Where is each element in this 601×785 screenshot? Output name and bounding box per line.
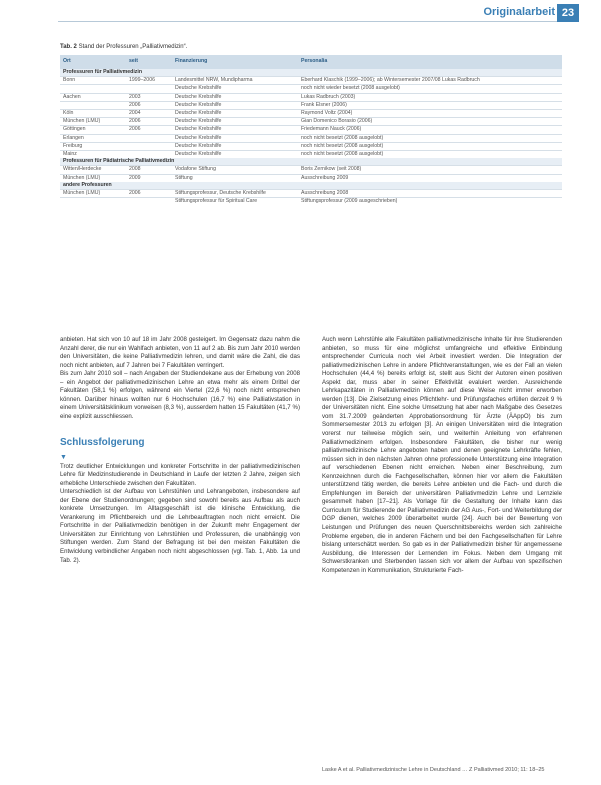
table-cell: Raymond Voltz (2004) — [298, 110, 562, 118]
table-row — [60, 174, 562, 182]
right-column — [322, 336, 562, 575]
table-cell: Boris Zernikow (seit 2008) — [298, 166, 562, 174]
table-row — [60, 151, 562, 159]
table-cell: München (LMU) — [60, 190, 126, 198]
table-cell: Deutsche Krebshilfe — [172, 85, 298, 93]
table-row — [60, 142, 562, 150]
table-cell: Stiftungsprofessur, Deutsche Krebshilfe — [172, 190, 298, 198]
header-rule — [58, 21, 561, 22]
table-cell: München (LMU) — [60, 174, 126, 182]
table-row — [60, 101, 562, 109]
table-cell: Gian Domenico Borasio (2006) — [298, 118, 562, 126]
table-cell — [60, 85, 126, 93]
page-header — [0, 0, 601, 26]
table-group-title: Professuren für Pädiatrische Palliativmedizin — [60, 158, 562, 166]
table-group-row — [60, 182, 562, 190]
table-cell: Ausschreibung 2009 — [298, 174, 562, 182]
table-cell: 2004 — [126, 110, 172, 118]
table-cell: 2006 — [126, 101, 172, 109]
table-row — [60, 166, 562, 174]
table-row — [60, 126, 562, 134]
table-cell: Deutsche Krebshilfe — [172, 101, 298, 109]
table-cell: Stiftungsprofessur (2009 ausgeschrieben) — [298, 198, 562, 206]
table-cell: Deutsche Krebshilfe — [172, 118, 298, 126]
table-cell: Deutsche Krebshilfe — [172, 93, 298, 101]
table-cell: 2006 — [126, 190, 172, 198]
paragraph: Auch wenn Lehrstühle alle Fakultäten palliativmedizinische Inhalte für ihre Studierenden anbieten, so muss für eine möglichst umfangreiche und effektive Einbindung entsprechender Curricula noch viel Arbeit investiert werden. Die Integration der palliativmedizinischen Lehre in andere Pflichtveranstaltungen, wie es der Fall an vielen Hochschulen (44,4 %) bereits erfolgt ist, stellt aus Sicht der Autoren einen positiven Aspekt dar, muss aber in seiner Effektivität evaluiert werden. Ausreichende Lehrkapazitäten in Palliativmedizin können auf diese Weise nicht immer erworben werden [13]. Die Zielsetzung eines Pflichtlehr- und Prüfungsfaches erfüllen derzeit 9 % der Universitäten nicht. Eine solche Umsetzung hat aber nach Maßgabe des Gesetzes vom 31.7.2009 geänderten Approbationsordnung für Ärzte (ÄAppO) bis zum Sommersemester 2013 zu erfolgen [3]. An einigen Universitäten wird die Integration vorerst nur teilweise möglich sein, und weiterhin Anleitung von erfahrenen Palliativmedizinern erfolgen. Insbesondere Fakultäten, die bisher nur wenig palliativmedizinische Lehre angeboten haben und denen geeignete Lehrkräfte fehlen, müssen sich in den nächsten Jahren ohne professionelle Unterstützung eine Integration auf verschiedenen Ebenen nicht erreichen. Neben einer Beschreibung, zum Kennzeichnen durch die Fachgesellschaften, können hier vor allem die Fakultäten unterstützend tätig werden, die bereits Lehre anbieten und die Fach- und durch die Empfehlungen im Bereich der universitären Palliativmedizin Lehre und Lernziele gesammelt haben [17–21]. Als Vorlage für die Gestaltung der Inhalte kann das Curriculum für Studierende der Palliativmedizin der AG Aus-, Fort- und Weiterbildung der DGP dienen, welches 2009 überarbeitet wurde [24]. Auch bei der Bewertung von Leistungen und Prüfungen des neuen Querschnittsbereichs werden sich zahlreiche Probleme ergeben, die in anderen Fächern und bei den Fachgesellschaften für Lehre bislang unterschätzt werden. So gab es in der Palliativmedizin bisher für angemessene Ausbildung, die Interessen der Lernenden im Fokus. Neben dem Umgang mit Schwerstkranken und Sterbenden lassen sich vor allem der Aufbau von spezifischen Kompetenzen in Kommunikation, Strukturierte Fach- — [322, 336, 562, 574]
table-cell: Freiburg — [60, 142, 126, 150]
page-footer: Laske A et al. Palliativmedizinische Lehre in Deutschland … Z Palliativmed 2010; 11: 18–25 — [322, 767, 545, 773]
table-cell: Erlangen — [60, 134, 126, 142]
paragraph: anbieten. Hat sich von 10 auf 18 im Jahr 2008 gesteigert. Im Gegensatz dazu nahm die Anzahl derer, die nur ein Wahlfach anbieten, von 11 auf 2 ab. Bis zum Jahr 2010 werden den Universitäten, die keine Palliativmedizin lehren, und damit wäre die Zahl, die das noch nicht anbieten, auf 7 Jahren bei 7 Fakultäten verringert. — [60, 336, 300, 369]
table-column-header: Personalia — [298, 55, 562, 69]
section-heading: Schlussfolgerung — [60, 437, 145, 449]
table-column-header: Finanzierung — [172, 55, 298, 69]
arrow-down-icon: ▼ — [60, 454, 67, 462]
table-cell: Bonn — [60, 77, 126, 85]
table-cell: Stiftung — [172, 174, 298, 182]
table-cell: 2006 — [126, 126, 172, 134]
table-row — [60, 118, 562, 126]
table-cell: Deutsche Krebshilfe — [172, 151, 298, 159]
table-row — [60, 190, 562, 198]
table-cell — [126, 198, 172, 206]
table-cell: noch nicht besetzt (2008 ausgelobt) — [298, 142, 562, 150]
table-cell: Lukas Radbruch (2003) — [298, 93, 562, 101]
table-cell: 1999–2006 — [126, 77, 172, 85]
table-body — [60, 69, 562, 205]
table-cell — [60, 101, 126, 109]
table-cell — [126, 151, 172, 159]
table-cell: Köln — [60, 110, 126, 118]
table-cell: Frank Elsner (2006) — [298, 101, 562, 109]
table-row — [60, 134, 562, 142]
table-cell — [126, 85, 172, 93]
table-column-header: seit — [126, 55, 172, 69]
table-cell: noch nicht besetzt (2008 ausgelobt) — [298, 134, 562, 142]
table-row — [60, 85, 562, 93]
table-cell: Eberhard Klaschik (1999–2006); ab Wintersemester 2007/08 Lukas Radbruch — [298, 77, 562, 85]
professorships-table — [60, 55, 562, 205]
section-label: Originalarbeit — [483, 6, 555, 18]
table-cell — [126, 142, 172, 150]
table-cell: Mainz — [60, 151, 126, 159]
page-number-badge: 23 — [557, 4, 579, 22]
table-group-title: andere Professuren — [60, 182, 562, 190]
table-row — [60, 110, 562, 118]
table-column-header: Ort — [60, 55, 126, 69]
table-cell: Witten/Herdecke — [60, 166, 126, 174]
table-cell: Ausschreibung 2008 — [298, 190, 562, 198]
table-group-row — [60, 158, 562, 166]
table-cell: 2008 — [126, 166, 172, 174]
table-cell: noch nicht wieder besetzt (2008 ausgelobt) — [298, 85, 562, 93]
table-cell: Deutsche Krebshilfe — [172, 110, 298, 118]
table-cell: Göttingen — [60, 126, 126, 134]
table-cell — [60, 198, 126, 206]
paragraph: Unterschiedlich ist der Aufbau von Lehrstühlen und Lehrangeboten, insbesondere auf der Ebene der Studienordnungen; gegeben sind sowohl bereits aus Aufbau als auch konkrete Umsetzungen. Im Alltagsgeschäft ist die klinische Entwicklung, die Verankerung im Pflichtbereich und die Lehrbeauftragten noch nicht erreicht. Die Fortschritte in der Palliativmedizin benötigen in der Zukunft mehr Engagement der Universitäten zur Einrichtung von Lehrstühlen und Professuren, die unabhängig von Stiftungen werden. Zum Stand der Befragung ist bei den meisten Fakultäten die Entwicklung verbindlicher Angaben noch nicht abgeschlossen (vgl. Tab. 1, Abb. 1a und Tab. 2). — [60, 488, 300, 564]
table-caption-text: Stand der Professuren „Palliativmedizin“. — [78, 44, 188, 50]
table-cell: Deutsche Krebshilfe — [172, 134, 298, 142]
table-row — [60, 77, 562, 85]
paragraph: Trotz deutlicher Entwicklungen und konkreter Fortschritte in der palliativmedizinischen Lehre für Medizinstudierende in Deutschland in Laufe der letzten 2 Jahre, zeigen sich erhebliche Unterschiede zwischen den Fakultäten. — [60, 462, 300, 487]
table-caption — [60, 44, 187, 50]
table-cell: 2003 — [126, 93, 172, 101]
table-cell: Deutsche Krebshilfe — [172, 142, 298, 150]
table-cell: Stiftungsprofessur für Spiritual Care — [172, 198, 298, 206]
table-cell: Aachen — [60, 93, 126, 101]
table-cell: München (LMU) — [60, 118, 126, 126]
left-column — [60, 336, 300, 565]
table-row — [60, 93, 562, 101]
table-cell: 2006 — [126, 118, 172, 126]
table-group-title: Professuren für Palliativmedizin — [60, 69, 562, 77]
table-cell: noch nicht besetzt (2008 ausgelobt) — [298, 151, 562, 159]
table-cell: Vodafone Stiftung — [172, 166, 298, 174]
table-cell: Friedemann Nauck (2006) — [298, 126, 562, 134]
table-cell: Deutsche Krebshilfe — [172, 126, 298, 134]
table-cell — [126, 134, 172, 142]
table-cell: Landesmittel NRW, Mundipharma — [172, 77, 298, 85]
table-cell: 2009 — [126, 174, 172, 182]
table-group-row — [60, 69, 562, 77]
table-caption-label: Tab. 2 — [60, 44, 77, 50]
table-header-row — [60, 55, 562, 69]
table-row — [60, 198, 562, 206]
paragraph: Bis zum Jahr 2010 soll – nach Angaben der Studiendekane aus der Erhebung von 2008 – ein Angebot der palliativmedizinischen Lehre an etwa mehr als einem Drittel der Fakultäten (58,1 %) erfolgen, während ein Viertel (22,6 %) noch nicht entsprechen können. Darüber hinaus wollten nur 6 Hochschulen (16,7 %) eine Palliativstation in einem Universitätsklinikum vorweisen (8,3 %), ausserdem hatten 15 Fakultäten (41,7 %) eine explizit ausschliessen. — [60, 370, 300, 420]
